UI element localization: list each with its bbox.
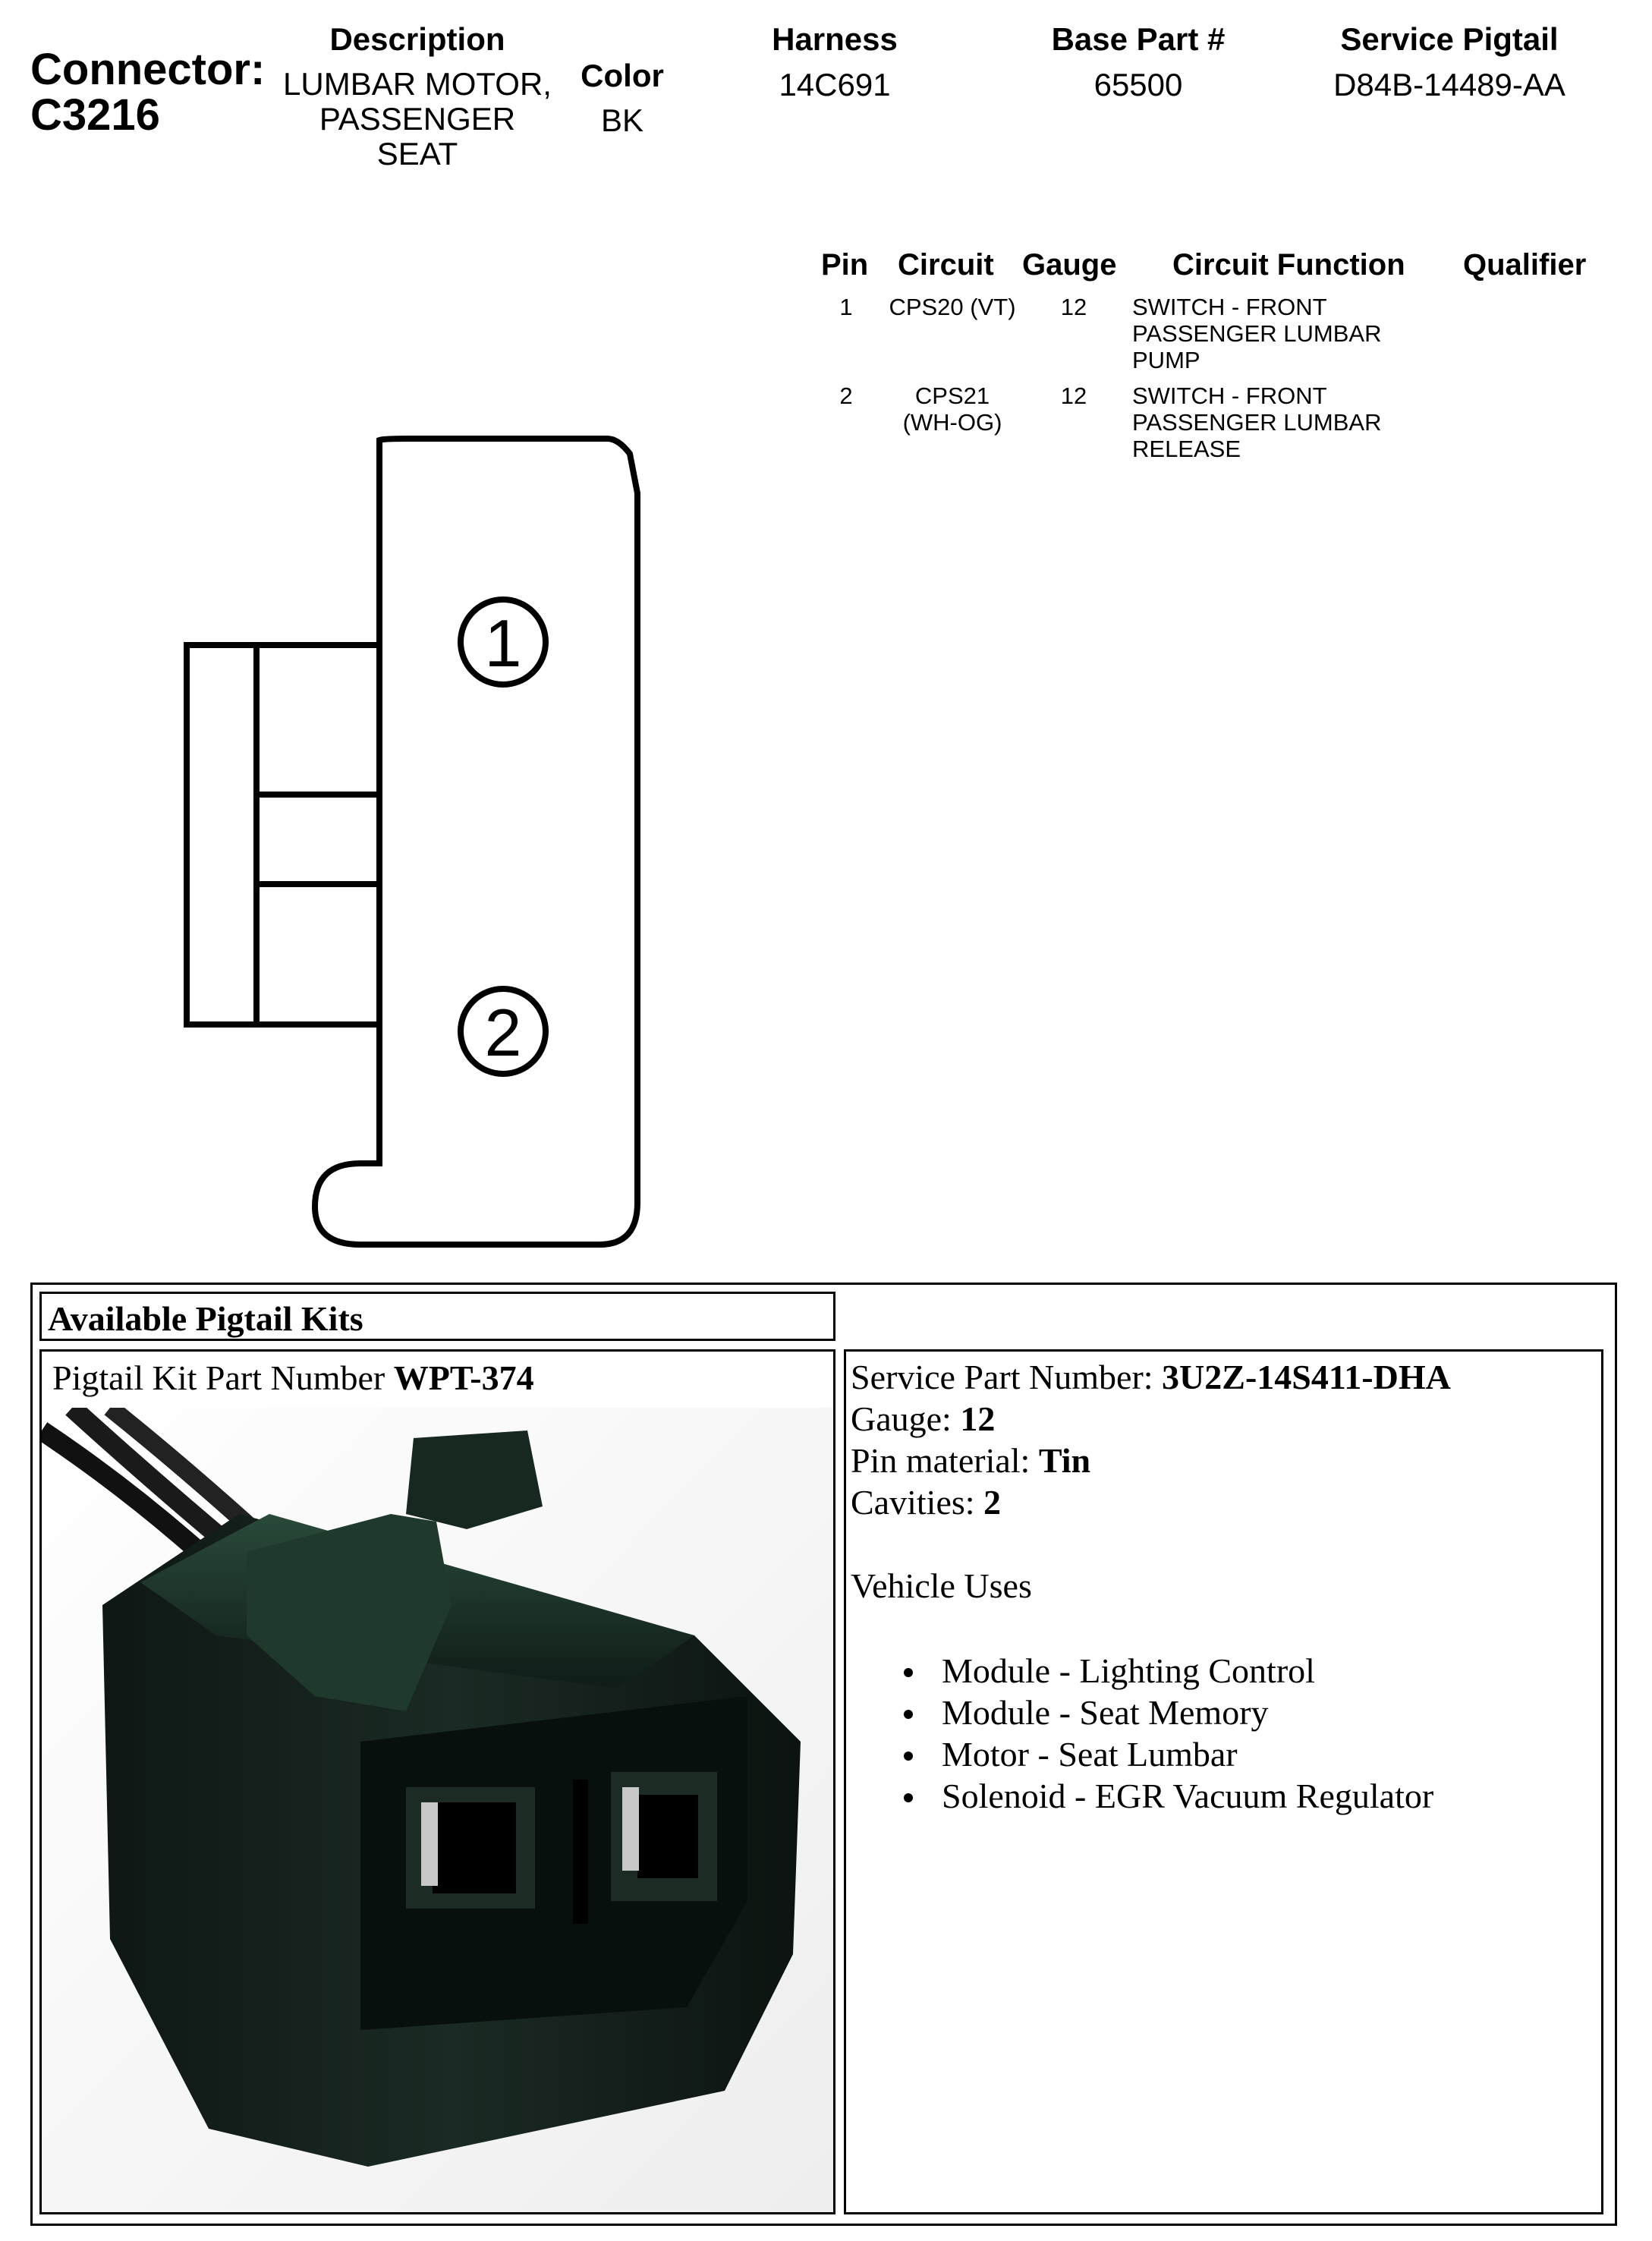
vehicle-uses-list [904, 1650, 1597, 1817]
base-part-value: 65500 [1093, 67, 1183, 102]
cavity-1-opening [433, 1802, 516, 1893]
circuit-line: CPS20 (VT) [889, 294, 1016, 320]
connector-latch-outline [187, 645, 379, 1025]
cavity-1-terminal [421, 1802, 438, 1886]
service-pigtail-value: D84B-14489-AA [1333, 67, 1565, 102]
pin-2-label: 2 [484, 995, 522, 1070]
kit-part-number-value: WPT-374 [393, 1358, 534, 1397]
color-value: BK [600, 102, 644, 138]
connector-body-outline [315, 439, 637, 1245]
description-line: LUMBAR MOTOR, [283, 66, 552, 102]
circuit-function-value [1132, 294, 1436, 373]
pin-number: 2 [839, 382, 853, 409]
circuit-line: CPS21 [914, 382, 990, 409]
pin-material [851, 1440, 1597, 1481]
kit-part-number-label: Pigtail Kit Part Number [52, 1358, 394, 1397]
connector-id: C3216 [30, 90, 160, 140]
kit-part-number [52, 1358, 823, 1398]
vehicle-use-item: Solenoid - EGR Vacuum Regulator [904, 1775, 1597, 1817]
cavity-2-terminal [622, 1787, 639, 1871]
service-pigtail-label: Service Pigtail [1340, 21, 1559, 57]
gauge-value: 12 [1060, 382, 1087, 409]
qualifier-header: Qualifier [1463, 248, 1587, 282]
vehicle-use-item: Module - Lighting Control [904, 1650, 1597, 1692]
description-line: PASSENGER [319, 101, 516, 137]
color-label: Color [581, 58, 664, 93]
description-label: Description [329, 21, 505, 57]
harness-label: Harness [772, 21, 898, 57]
kit-gauge-label: Gauge: [851, 1399, 961, 1438]
pin-1-label: 1 [484, 606, 522, 681]
circuit-line: (WH-OG) [902, 409, 1002, 436]
circuit-value [873, 294, 1032, 320]
vehicle-use-item: Motor - Seat Lumbar [904, 1733, 1597, 1775]
circuit-function-value [1132, 382, 1436, 462]
base-part-label: Base Part # [1051, 21, 1226, 57]
cavities-value: 2 [983, 1483, 1002, 1522]
harness-value: 14C691 [779, 67, 891, 102]
description-line: SEAT [376, 136, 458, 172]
cavities [851, 1481, 1597, 1523]
cavity-2-opening [637, 1795, 698, 1878]
service-part-number-value: 3U2Z-14S411-DHA [1162, 1358, 1451, 1396]
service-part-number-label: Service Part Number: [851, 1358, 1163, 1396]
vehicle-uses-label: Vehicle Uses [851, 1566, 1032, 1605]
cavities-label: Cavities: [851, 1483, 984, 1522]
function-line: RELEASE [1132, 436, 1241, 462]
pigtail-photo [42, 1408, 833, 2212]
kits-title: Available Pigtail Kits [48, 1299, 363, 1338]
pin-material-value: Tin [1038, 1441, 1091, 1480]
service-part-number [851, 1356, 1597, 1398]
connector-label: Connector: [30, 45, 266, 94]
function-line: PASSENGER LUMBAR [1132, 320, 1382, 347]
pin-header: Pin [821, 248, 869, 282]
pin-material-label: Pin material: [851, 1441, 1039, 1480]
gauge-value: 12 [1060, 294, 1087, 320]
kits-title-cell [39, 1292, 835, 1341]
pin-number: 1 [839, 294, 853, 320]
function-line: PASSENGER LUMBAR [1132, 409, 1382, 436]
connector-diagram [0, 0, 759, 1290]
gauge-header: Gauge [1022, 248, 1117, 282]
cavity-divider [573, 1780, 588, 1924]
function-line: PUMP [1132, 347, 1200, 373]
circuit-function-header: Circuit Function [1172, 248, 1405, 282]
circuit-header: Circuit [898, 248, 994, 282]
function-line: SWITCH - FRONT [1132, 382, 1327, 409]
function-line: SWITCH - FRONT [1132, 294, 1327, 320]
vehicle-use-item: Module - Seat Memory [904, 1692, 1597, 1733]
kit-gauge-value: 12 [960, 1399, 996, 1438]
circuit-value [873, 382, 1032, 436]
kit-gauge [851, 1398, 1597, 1440]
kit-specs-cell [844, 1349, 1603, 2214]
